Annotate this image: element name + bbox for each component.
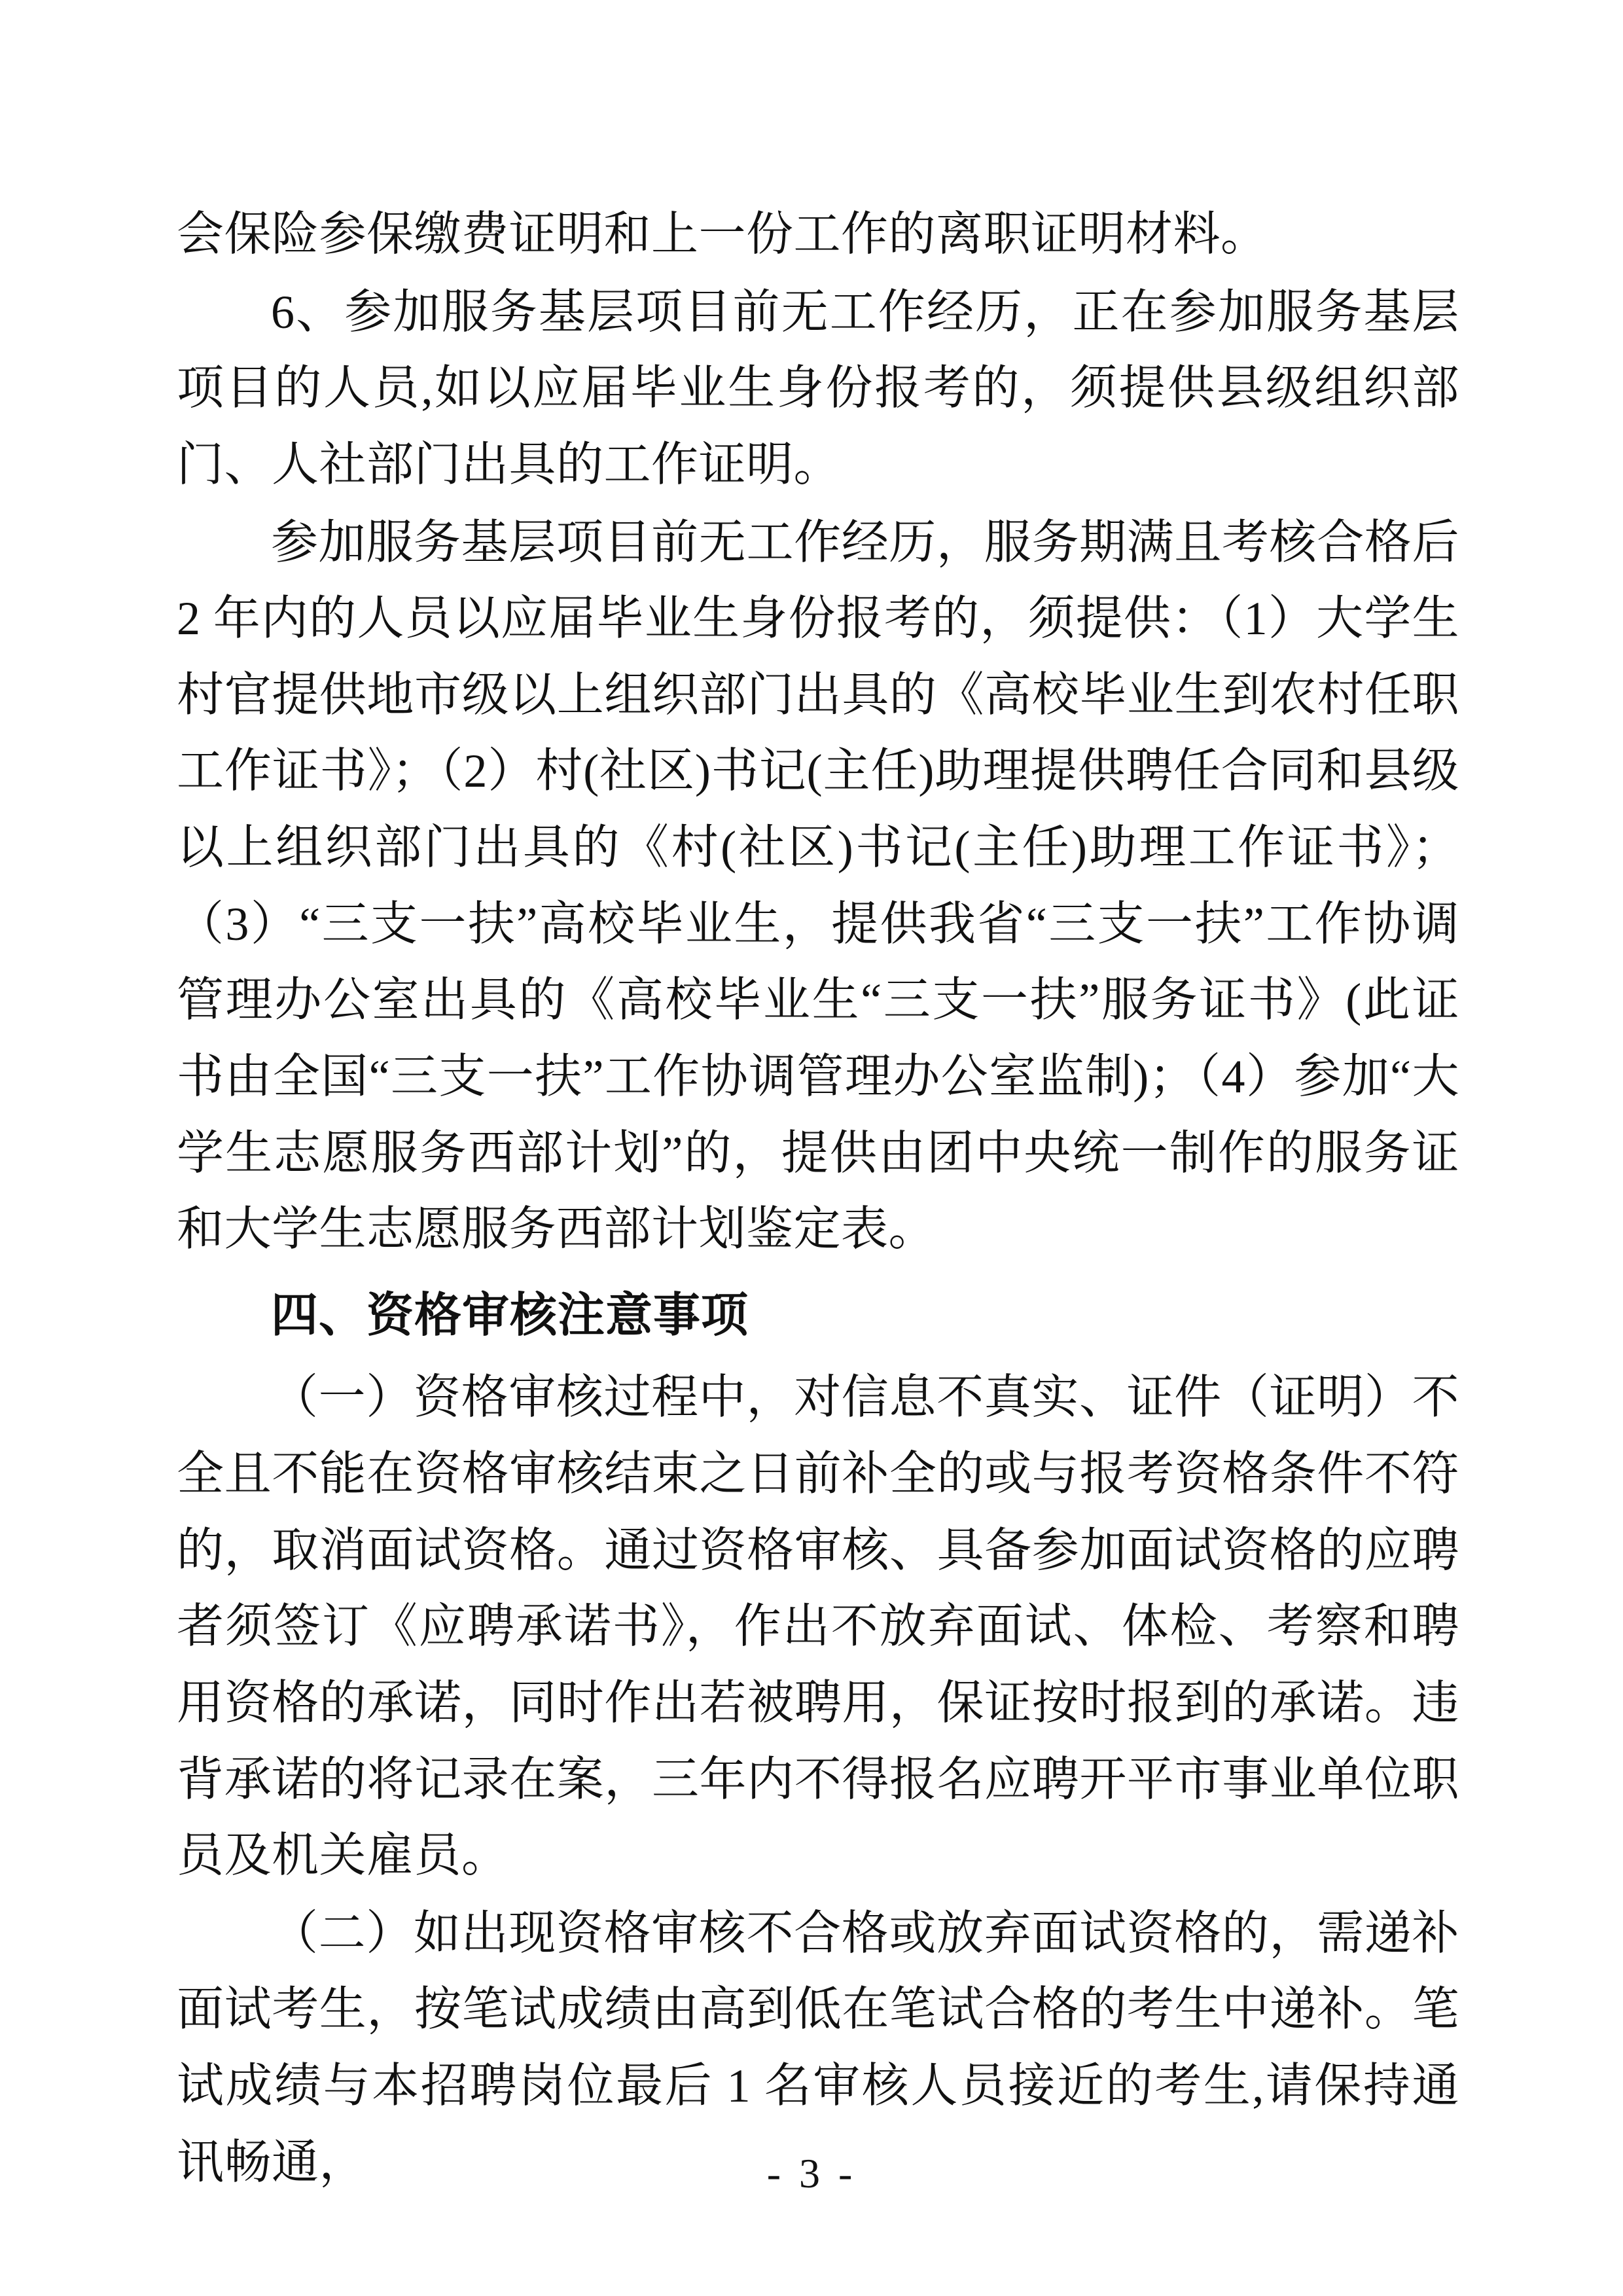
section-heading-four: 四、资格审核注意事项: [271, 1287, 749, 1342]
paragraph-item-6-extra: 参加服务基层项目前无工作经历，服务期满且考核合格后 2 年内的人员以应届毕业生身份报考的，须提供：（1）大学生村官提供地市级以上组织部门出具的《高校毕业生到农村任职工作证书》；（2）村(社区)书记(主任)助理提供聘任合同和县级以上组织部门出具的《村(社区)书记(主任)助理工作证书》；（3）“三支一扶”高校毕业生，提供我省“三支一扶”工作协调管理办公室出具的《高校毕业生“三支一扶”服务证书》(此证书由全国“三支一扶”工作协调管理办公室监制)；（4）参加“大学生志愿服务西部计划”的，提供由团中央统一制作的服务证和大学生志愿服务西部计划鉴定表。: [177, 516, 1459, 1256]
paragraph-continuation: 会保险参保缴费证明和上一份工作的离职证明材料。: [177, 208, 1268, 260]
paragraph-section-item-2: （二）如出现资格审核不合格或放弃面试资格的，需递补面试考生，按笔试成绩由高到低在笔试合格的考生中递补。笔试成绩与本招聘岗位最后 1 名审核人员接近的考生,请保持通讯畅通，: [177, 1907, 1459, 2189]
page-number: - 3 -: [766, 2150, 857, 2197]
document-body: [177, 196, 1459, 2200]
paragraph-section-item-1: （一）资格审核过程中，对信息不真实、证件（证明）不全且不能在资格审核结束之日前补全的或与报考资格条件不符的，取消面试资格。通过资格审核、具备参加面试资格的应聘者须签订《应聘承诺书》，作出不放弃面试、体检、考察和聘用资格的承诺，同时作出若被聘用，保证按时报到的承诺。违背承诺的将记录在案，三年内不得报名应聘开平市事业单位职员及机关雇员。: [177, 1371, 1459, 1882]
paragraph-item-6: 6、参加服务基层项目前无工作经历，正在参加服务基层项目的人员,如以应届毕业生身份报考的，须提供县级组织部门、人社部门出具的工作证明。: [177, 285, 1459, 491]
